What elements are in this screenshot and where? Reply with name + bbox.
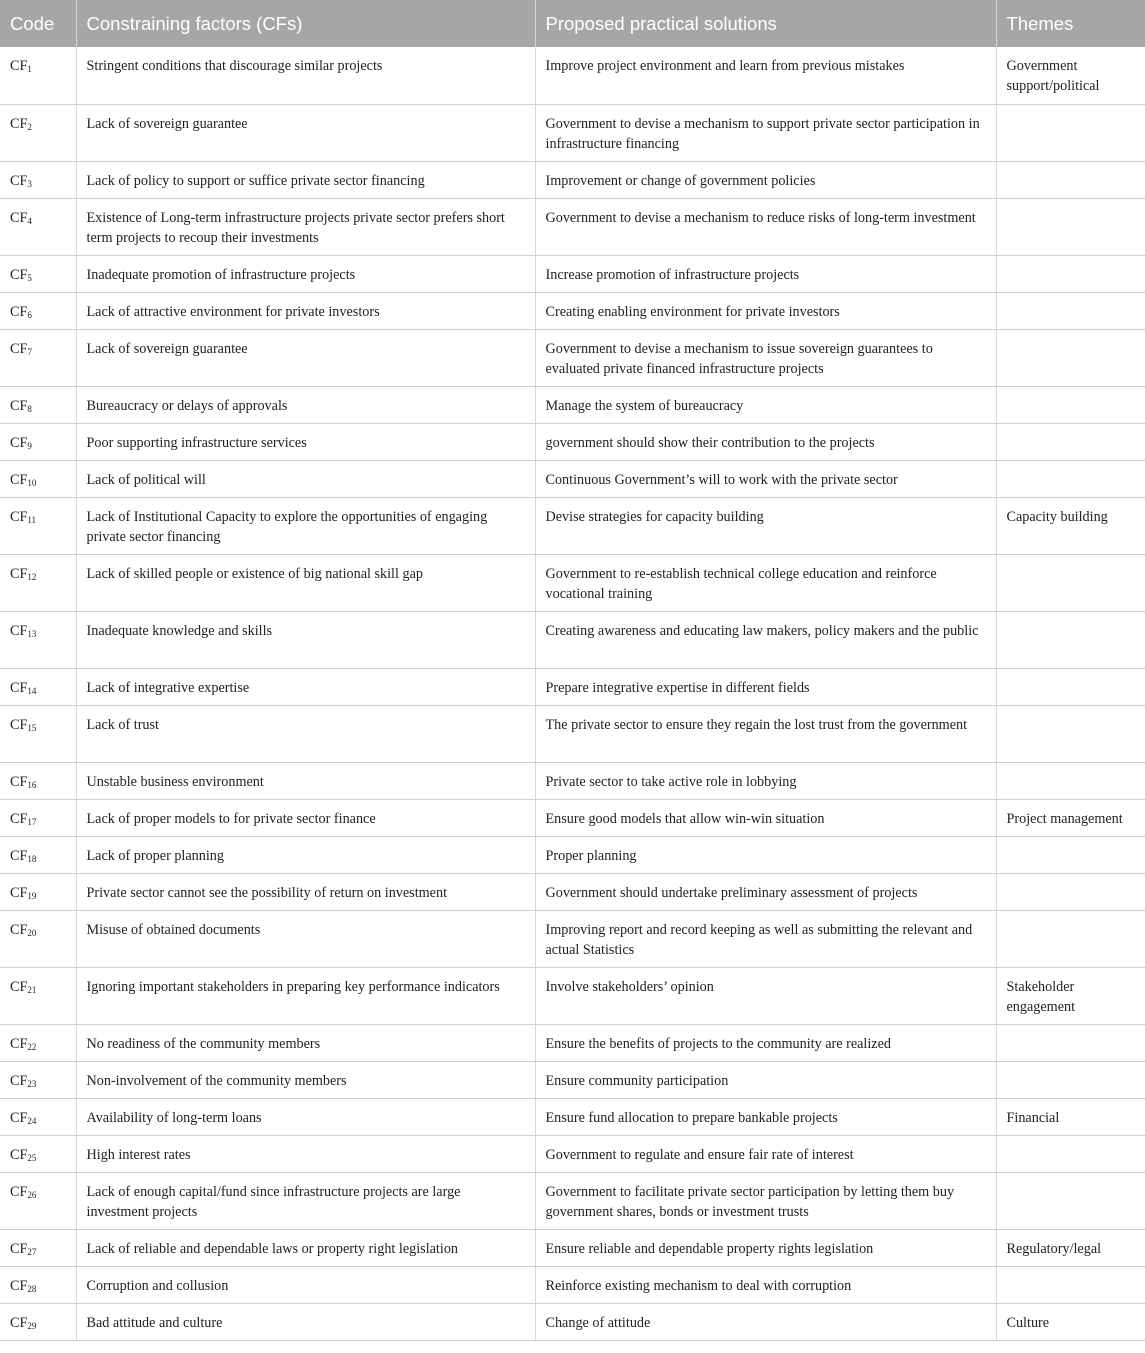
cell-code xyxy=(0,1098,76,1135)
code-prefix: CF xyxy=(10,679,28,696)
cell-theme xyxy=(996,1024,1145,1061)
table-row xyxy=(0,198,1145,255)
cell-code xyxy=(0,423,76,460)
cell-constraining-factor: Lack of proper models to for private sector finance xyxy=(76,799,535,836)
cell-constraining-factor: Availability of long-term loans xyxy=(76,1098,535,1135)
cell-theme xyxy=(996,104,1145,161)
code-prefix: CF xyxy=(10,434,28,451)
table-row xyxy=(0,611,1145,668)
code-prefix: CF xyxy=(10,716,28,733)
cell-code xyxy=(0,554,76,611)
cell-proposed-solution: Devise strategies for capacity building xyxy=(535,497,996,554)
cell-code xyxy=(0,836,76,873)
table-row xyxy=(0,255,1145,292)
cell-theme xyxy=(996,460,1145,497)
table-row xyxy=(0,668,1145,705)
table-row xyxy=(0,329,1145,386)
cell-theme xyxy=(996,329,1145,386)
code-subscript: 16 xyxy=(27,779,37,790)
cell-code xyxy=(0,47,76,104)
cell-theme xyxy=(996,386,1145,423)
code-subscript: 11 xyxy=(27,514,37,525)
cell-code xyxy=(0,198,76,255)
cell-proposed-solution: Ensure the benefits of projects to the community are realized xyxy=(535,1024,996,1061)
cell-constraining-factor: Lack of skilled people or existence of big national skill gap xyxy=(76,554,535,611)
cell-constraining-factor: Lack of attractive environment for private investors xyxy=(76,292,535,329)
cell-theme: Capacity building xyxy=(996,497,1145,554)
code-prefix: CF xyxy=(10,884,28,901)
cell-theme: Regulatory/legal xyxy=(996,1229,1145,1266)
cell-theme: Government support/political xyxy=(996,47,1145,104)
table-row xyxy=(0,1061,1145,1098)
cell-code xyxy=(0,292,76,329)
table-row xyxy=(0,497,1145,554)
table-row xyxy=(0,836,1145,873)
code-prefix: CF xyxy=(10,1183,28,1200)
code-subscript: 17 xyxy=(27,816,37,827)
code-prefix: CF xyxy=(10,471,28,488)
cell-code xyxy=(0,386,76,423)
cell-constraining-factor: No readiness of the community members xyxy=(76,1024,535,1061)
cell-theme xyxy=(996,1172,1145,1229)
code-subscript: 12 xyxy=(27,571,37,582)
code-subscript: 24 xyxy=(27,1115,37,1126)
cell-theme xyxy=(996,255,1145,292)
cell-theme xyxy=(996,1135,1145,1172)
cell-constraining-factor: Lack of sovereign guarantee xyxy=(76,329,535,386)
code-subscript: 21 xyxy=(27,984,37,995)
table-body xyxy=(0,47,1145,1340)
cell-theme: Project management xyxy=(996,799,1145,836)
cell-code xyxy=(0,611,76,668)
cell-constraining-factor: Lack of integrative expertise xyxy=(76,668,535,705)
cell-proposed-solution: Government should undertake preliminary assessment of projects xyxy=(535,873,996,910)
code-prefix: CF xyxy=(10,1277,28,1294)
code-subscript: 18 xyxy=(27,853,37,864)
table-row xyxy=(0,762,1145,799)
table-row xyxy=(0,104,1145,161)
code-prefix: CF xyxy=(10,1240,28,1257)
cell-proposed-solution: Creating enabling environment for private investors xyxy=(535,292,996,329)
code-prefix: CF xyxy=(10,921,28,938)
table-row xyxy=(0,873,1145,910)
code-subscript: 27 xyxy=(27,1246,37,1257)
code-subscript: 10 xyxy=(27,477,37,488)
cell-proposed-solution: Proper planning xyxy=(535,836,996,873)
code-prefix: CF xyxy=(10,266,28,283)
table-row xyxy=(0,292,1145,329)
cell-theme: Stakeholder engagement xyxy=(996,967,1145,1024)
table-row xyxy=(0,386,1145,423)
cell-proposed-solution: Private sector to take active role in lobbying xyxy=(535,762,996,799)
table-row xyxy=(0,1229,1145,1266)
code-prefix: CF xyxy=(10,115,28,132)
code-prefix: CF xyxy=(10,622,28,639)
cell-code xyxy=(0,762,76,799)
cell-proposed-solution: Creating awareness and educating law makers, policy makers and the public xyxy=(535,611,996,668)
code-subscript: 4 xyxy=(27,215,32,226)
code-prefix: CF xyxy=(10,172,28,189)
cell-constraining-factor: Corruption and collusion xyxy=(76,1266,535,1303)
code-prefix: CF xyxy=(10,1072,28,1089)
cell-proposed-solution: Reinforce existing mechanism to deal with corruption xyxy=(535,1266,996,1303)
table-header xyxy=(0,0,1145,47)
cell-theme xyxy=(996,423,1145,460)
cell-code xyxy=(0,255,76,292)
code-prefix: CF xyxy=(10,810,28,827)
cell-proposed-solution: Continuous Government’s will to work with the private sector xyxy=(535,460,996,497)
table-row xyxy=(0,47,1145,104)
header-code: Code xyxy=(0,0,76,47)
cell-proposed-solution: Government to devise a mechanism to issue sovereign guarantees to evaluated private financed infrastructure projects xyxy=(535,329,996,386)
cell-proposed-solution: Ensure good models that allow win-win situation xyxy=(535,799,996,836)
cell-proposed-solution: The private sector to ensure they regain the lost trust from the government xyxy=(535,705,996,762)
code-subscript: 23 xyxy=(27,1078,37,1089)
cell-constraining-factor: Unstable business environment xyxy=(76,762,535,799)
cell-code xyxy=(0,1229,76,1266)
cell-theme xyxy=(996,762,1145,799)
cell-proposed-solution: Improving report and record keeping as well as submitting the relevant and actual Statistics xyxy=(535,910,996,967)
cell-constraining-factor: Misuse of obtained documents xyxy=(76,910,535,967)
cell-proposed-solution: Change of attitude xyxy=(535,1303,996,1340)
code-subscript: 1 xyxy=(27,64,32,74)
code-subscript: 20 xyxy=(27,927,37,938)
cell-constraining-factor: Bad attitude and culture xyxy=(76,1303,535,1340)
cell-constraining-factor: Lack of reliable and dependable laws or property right legislation xyxy=(76,1229,535,1266)
cell-theme xyxy=(996,1061,1145,1098)
cell-constraining-factor: Private sector cannot see the possibility of return on investment xyxy=(76,873,535,910)
cell-proposed-solution: Ensure reliable and dependable property rights legislation xyxy=(535,1229,996,1266)
cell-constraining-factor: Bureaucracy or delays of approvals xyxy=(76,386,535,423)
cell-proposed-solution: Government to re-establish technical college education and reinforce vocational training xyxy=(535,554,996,611)
cell-proposed-solution: Ensure fund allocation to prepare bankable projects xyxy=(535,1098,996,1135)
cell-code xyxy=(0,1061,76,1098)
cell-proposed-solution: government should show their contribution to the projects xyxy=(535,423,996,460)
cell-code xyxy=(0,1024,76,1061)
header-proposed-solutions: Proposed practical solutions xyxy=(535,0,996,47)
cell-proposed-solution: Improvement or change of government policies xyxy=(535,161,996,198)
code-subscript: 28 xyxy=(27,1283,37,1294)
table-row xyxy=(0,705,1145,762)
code-prefix: CF xyxy=(10,340,28,357)
code-prefix: CF xyxy=(10,1035,28,1052)
table-row xyxy=(0,1098,1145,1135)
code-prefix: CF xyxy=(10,978,28,995)
code-prefix: CF xyxy=(10,397,28,414)
cell-theme: Culture xyxy=(996,1303,1145,1340)
cell-proposed-solution: Manage the system of bureaucracy xyxy=(535,386,996,423)
code-prefix: CF xyxy=(10,1109,28,1126)
cell-constraining-factor: Lack of proper planning xyxy=(76,836,535,873)
cell-constraining-factor: High interest rates xyxy=(76,1135,535,1172)
cell-proposed-solution: Involve stakeholders’ opinion xyxy=(535,967,996,1024)
header-themes: Themes xyxy=(996,0,1145,47)
code-prefix: CF xyxy=(10,209,28,226)
cell-code xyxy=(0,873,76,910)
cell-theme xyxy=(996,161,1145,198)
cell-theme xyxy=(996,705,1145,762)
cell-constraining-factor: Ignoring important stakeholders in preparing key performance indicators xyxy=(76,967,535,1024)
cell-theme xyxy=(996,554,1145,611)
code-prefix: CF xyxy=(10,847,28,864)
table-row xyxy=(0,423,1145,460)
table-row xyxy=(0,460,1145,497)
cell-constraining-factor: Non-involvement of the community members xyxy=(76,1061,535,1098)
cell-theme xyxy=(996,910,1145,967)
cell-code xyxy=(0,1266,76,1303)
code-prefix: CF xyxy=(10,508,28,525)
cell-proposed-solution: Prepare integrative expertise in different fields xyxy=(535,668,996,705)
code-subscript: 15 xyxy=(27,722,37,733)
cell-theme xyxy=(996,198,1145,255)
cell-theme xyxy=(996,611,1145,668)
cell-constraining-factor: Lack of trust xyxy=(76,705,535,762)
header-row xyxy=(0,0,1145,47)
cell-constraining-factor: Existence of Long-term infrastructure projects private sector prefers short term projects to recoup their investments xyxy=(76,198,535,255)
cell-constraining-factor: Lack of political will xyxy=(76,460,535,497)
cell-code xyxy=(0,497,76,554)
table-row xyxy=(0,1135,1145,1172)
cell-proposed-solution: Government to regulate and ensure fair rate of interest xyxy=(535,1135,996,1172)
cell-proposed-solution: Improve project environment and learn from previous mistakes xyxy=(535,47,996,104)
cell-code xyxy=(0,161,76,198)
code-subscript: 7 xyxy=(27,346,32,357)
table-row xyxy=(0,1172,1145,1229)
cell-theme xyxy=(996,292,1145,329)
table-row xyxy=(0,1024,1145,1061)
table-row xyxy=(0,1266,1145,1303)
cell-proposed-solution: Government to devise a mechanism to support private sector participation in infrastructure financing xyxy=(535,104,996,161)
code-subscript: 3 xyxy=(27,178,32,189)
code-subscript: 22 xyxy=(27,1041,37,1052)
cell-constraining-factor: Stringent conditions that discourage similar projects xyxy=(76,47,535,104)
cell-theme xyxy=(996,668,1145,705)
cell-proposed-solution: Government to facilitate private sector participation by letting them buy government shares, bonds or investment trusts xyxy=(535,1172,996,1229)
table-row xyxy=(0,967,1145,1024)
code-subscript: 2 xyxy=(27,121,32,132)
cell-theme xyxy=(996,836,1145,873)
cell-code xyxy=(0,104,76,161)
code-prefix: CF xyxy=(10,1314,28,1331)
cell-constraining-factor: Inadequate promotion of infrastructure projects xyxy=(76,255,535,292)
cell-code xyxy=(0,1172,76,1229)
code-subscript: 5 xyxy=(27,272,32,283)
cell-proposed-solution: Increase promotion of infrastructure projects xyxy=(535,255,996,292)
code-subscript: 13 xyxy=(27,628,37,639)
table-row xyxy=(0,1303,1145,1340)
table-row xyxy=(0,161,1145,198)
code-subscript: 8 xyxy=(27,403,32,414)
cell-code xyxy=(0,967,76,1024)
code-subscript: 9 xyxy=(27,440,32,451)
code-subscript: 25 xyxy=(27,1152,37,1163)
cell-constraining-factor: Lack of Institutional Capacity to explore the opportunities of engaging private sector financing xyxy=(76,497,535,554)
table-row xyxy=(0,554,1145,611)
code-prefix: CF xyxy=(10,773,28,790)
code-prefix: CF xyxy=(10,58,28,74)
code-prefix: CF xyxy=(10,1146,28,1163)
cell-constraining-factor: Lack of policy to support or suffice private sector financing xyxy=(76,161,535,198)
cell-code xyxy=(0,329,76,386)
code-subscript: 29 xyxy=(27,1320,37,1331)
cell-proposed-solution: Ensure community participation xyxy=(535,1061,996,1098)
code-subscript: 26 xyxy=(27,1189,37,1200)
cell-code xyxy=(0,460,76,497)
cell-code xyxy=(0,1303,76,1340)
cell-constraining-factor: Lack of enough capital/fund since infrastructure projects are large investment projects xyxy=(76,1172,535,1229)
cell-code xyxy=(0,1135,76,1172)
cell-code xyxy=(0,668,76,705)
cell-constraining-factor: Lack of sovereign guarantee xyxy=(76,104,535,161)
cell-constraining-factor: Inadequate knowledge and skills xyxy=(76,611,535,668)
cell-code xyxy=(0,799,76,836)
code-prefix: CF xyxy=(10,303,28,320)
cell-theme xyxy=(996,873,1145,910)
code-subscript: 6 xyxy=(27,309,32,320)
cell-code xyxy=(0,705,76,762)
table-row xyxy=(0,910,1145,967)
cell-proposed-solution: Government to devise a mechanism to reduce risks of long-term investment xyxy=(535,198,996,255)
table-row xyxy=(0,799,1145,836)
cell-theme xyxy=(996,1266,1145,1303)
cell-theme: Financial xyxy=(996,1098,1145,1135)
code-prefix: CF xyxy=(10,565,28,582)
code-subscript: 14 xyxy=(27,685,37,696)
cell-constraining-factor: Poor supporting infrastructure services xyxy=(76,423,535,460)
cell-code xyxy=(0,910,76,967)
code-subscript: 19 xyxy=(27,890,37,901)
header-constraining-factors: Constraining factors (CFs) xyxy=(76,0,535,47)
